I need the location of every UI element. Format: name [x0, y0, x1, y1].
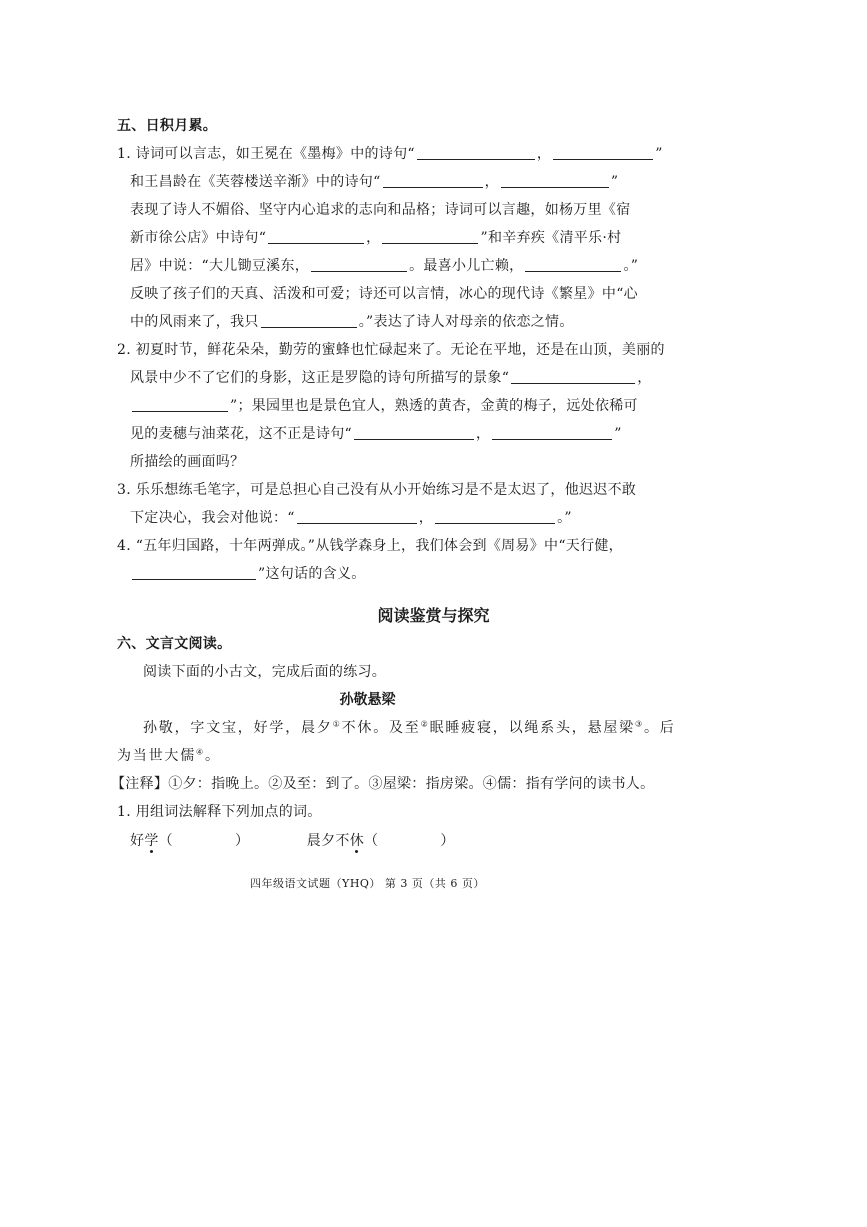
question-2-line-4: 见的麦穗与油菜花，这不正是诗句“ ， ” — [130, 422, 642, 446]
question-4-line-2: ”这句话的含义。 — [130, 562, 642, 586]
word-item-2: 晨夕不休（ ） — [306, 833, 455, 849]
answer-blank[interactable] — [382, 227, 478, 244]
question-2-line-1: 2. 初夏时节，鲜花朵朵，勤劳的蜜蜂也忙碌起来了。无论在平地，还是在山顶，美丽的 — [117, 342, 665, 358]
question-3-line-2: 下定决心，我会对他说：“ ， 。” — [130, 506, 642, 530]
answer-blank[interactable] — [511, 367, 635, 384]
word-explain-row — [130, 829, 460, 853]
answer-blank[interactable] — [132, 395, 228, 412]
answer-blank[interactable] — [261, 311, 357, 328]
section6-question-1: 1. 用组词法解释下列加点的词。 — [117, 804, 322, 820]
section-heading-5: 五、日积月累。 — [117, 118, 218, 134]
part-title: 阅读鉴赏与探究 — [377, 606, 490, 625]
question-2-line-5: 所描绘的画面吗？ — [130, 454, 245, 470]
page-footer: 四年级语文试题（YHQ） 第 3 页（共 6 页） — [250, 877, 485, 890]
question-1-line-1: 1. 诗词可以言志，如王冕在《墨梅》中的诗句“ ， ” — [117, 142, 629, 166]
question-2-line-2: 风景中少不了它们的身影，这正是罗隐的诗句所描写的景象“ ， — [130, 366, 642, 390]
section-heading-6: 六、文言文阅读。 — [117, 636, 232, 652]
answer-blank[interactable] — [132, 563, 256, 580]
story-notes: 【注释】①夕：指晚上。②及至：到了。③屋梁：指房梁。④儒：指有学问的读书人。 — [111, 776, 655, 792]
question-4-line-1: 4. “五年归国路，十年两弹成。”从钱学森身上，我们体会到《周易》中“天行健， — [117, 538, 623, 554]
answer-blank[interactable] — [354, 423, 474, 440]
answer-blank[interactable] — [492, 423, 612, 440]
question-2-line-3: ”；果园里也是景色宜人，熟透的黄杏，金黄的梅子，远处依稀可 — [130, 394, 642, 418]
answer-blank[interactable] — [435, 507, 555, 524]
answer-blank[interactable] — [553, 143, 653, 160]
question-1-line-3: 表现了诗人不媚俗、坚守内心追求的志向和品格；诗词可以言趣，如杨万里《宿 — [130, 202, 631, 218]
question-1-line-5: 居》中说：“大儿锄豆溪东， 。最喜小儿亡赖， 。” — [130, 254, 642, 278]
answer-blank[interactable] — [383, 171, 483, 188]
question-1-line-4: 新市徐公店》中诗句“ ， ”和辛弃疾《清平乐·村 — [130, 226, 642, 250]
question-1-line-6: 反映了孩子们的天真、活泼和可爱；诗还可以言情，冰心的现代诗《繁星》中“心 — [130, 286, 638, 302]
question-3-line-1: 3. 乐乐想练毛笔字，可是总担心自己没有从小开始练习是不是太迟了，他迟迟不敢 — [117, 482, 637, 498]
question-1-line-2: 和王昌龄在《芙蓉楼送辛渐》中的诗句“ ， ” — [130, 170, 642, 194]
answer-blank[interactable] — [417, 143, 535, 160]
answer-blank[interactable] — [268, 227, 364, 244]
story-text-line-1: 孙敬，字文宝，好学，晨夕①不休。及至②眠睡疲寝，以绳系头，悬屋梁③。后 — [143, 719, 676, 736]
answer-blank[interactable] — [311, 255, 407, 272]
reading-intro: 阅读下面的小古文，完成后面的练习。 — [143, 664, 387, 680]
word-item-1: 好学（ ） — [130, 833, 250, 849]
story-text-line-2: 为当世大儒④。 — [117, 747, 221, 764]
answer-blank[interactable] — [525, 255, 621, 272]
story-title: 孙敬悬梁 — [339, 692, 396, 708]
question-1-line-7: 中的风雨来了，我只 。”表达了诗人对母亲的依恋之情。 — [130, 310, 642, 334]
answer-blank[interactable] — [501, 171, 609, 188]
answer-blank[interactable] — [297, 507, 417, 524]
